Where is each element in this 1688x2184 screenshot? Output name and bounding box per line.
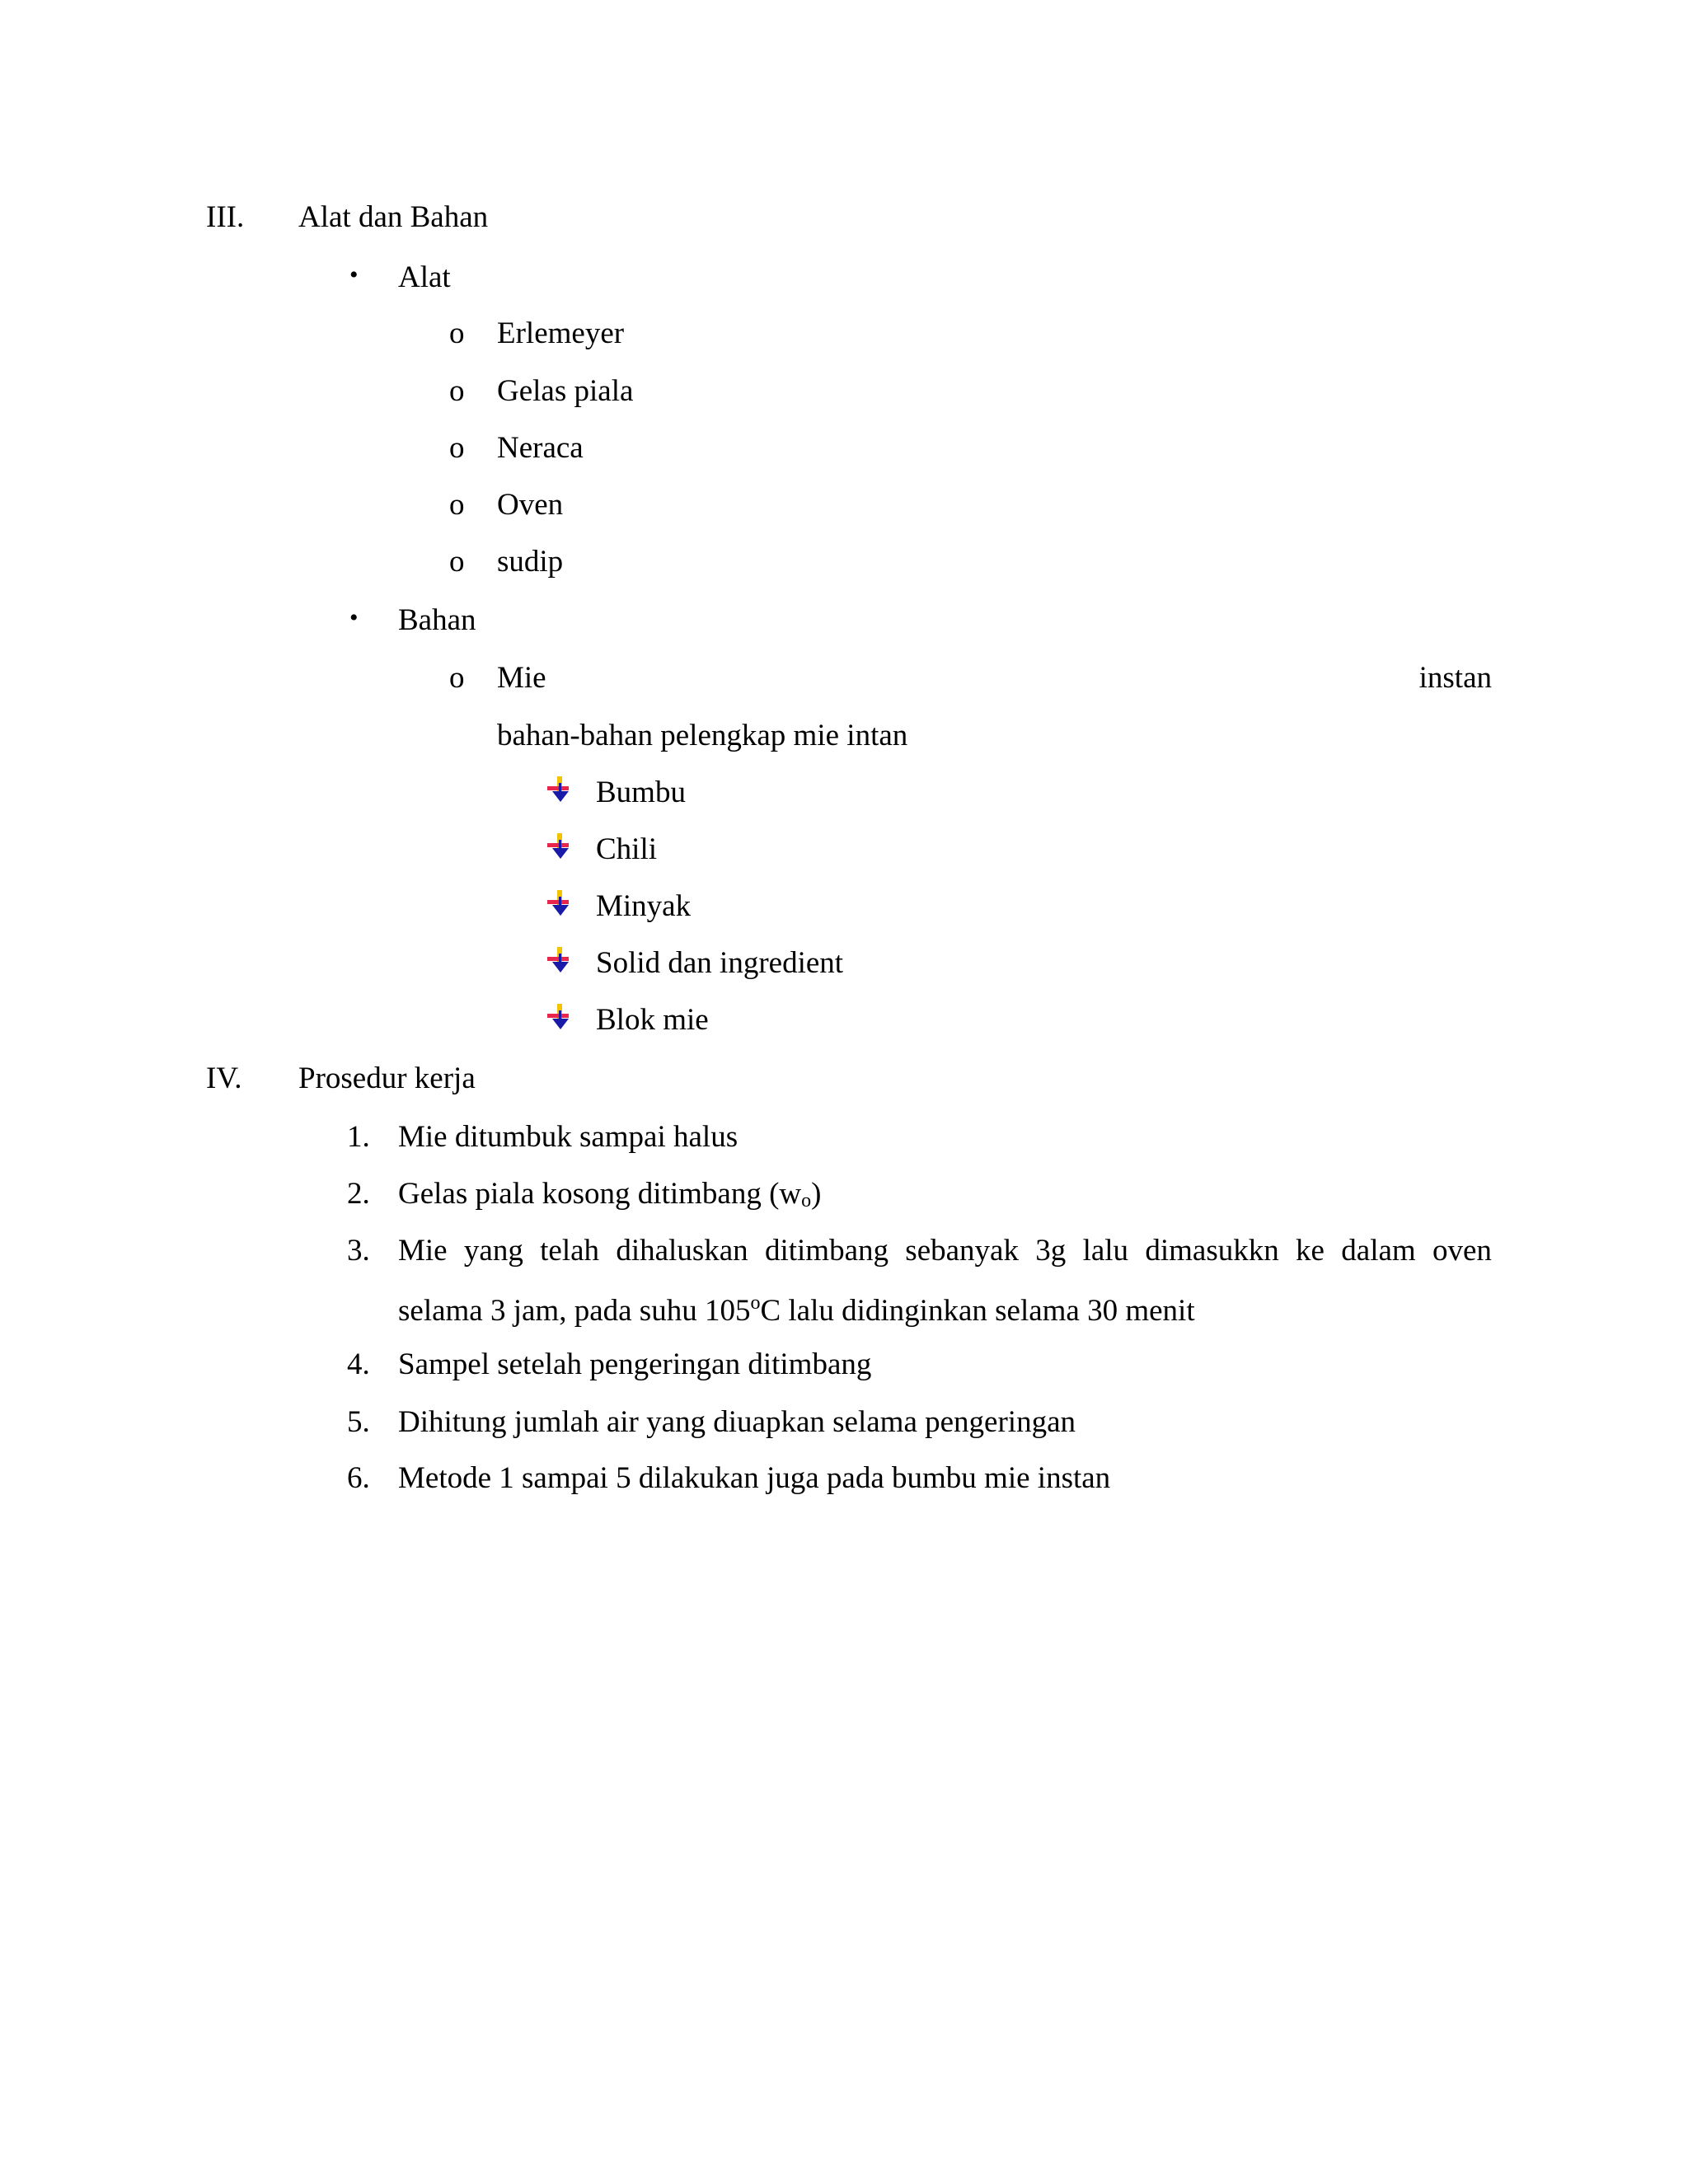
- arrow-bullet-icon: [546, 1002, 575, 1032]
- circle-marker: o: [449, 316, 465, 350]
- word: dihaluskan: [616, 1234, 748, 1268]
- superscript-o: o: [750, 1292, 761, 1314]
- mie-word: Mie: [497, 661, 546, 695]
- step-number: 1.: [347, 1120, 370, 1154]
- alat-label: Alat: [398, 260, 451, 294]
- bullet-marker: •: [349, 261, 359, 288]
- step-number: 2.: [347, 1177, 370, 1211]
- list-item: Minyak: [596, 889, 692, 923]
- word: telah: [540, 1234, 600, 1268]
- instan-word: instan: [1418, 661, 1492, 695]
- step-text-part: selama 3 jam, pada suhu 105: [398, 1294, 751, 1328]
- step-text-justified: [398, 1235, 1492, 1266]
- pelengkap-text: bahan-bahan pelengkap mie intan: [497, 719, 908, 752]
- bahan-label: Bahan: [398, 603, 476, 637]
- word: oven: [1432, 1234, 1492, 1268]
- word: lalu: [1082, 1234, 1129, 1268]
- step-text: [398, 1179, 821, 1211]
- subscript-o: o: [801, 1190, 812, 1212]
- word: dimasukkn: [1145, 1234, 1279, 1268]
- circle-marker: o: [449, 545, 465, 579]
- step-text-part: C lalu didinginkan selama 30 menit: [760, 1294, 1195, 1328]
- mie-instan-line: [497, 663, 1492, 693]
- list-item: Neraca: [497, 431, 584, 465]
- word: sebanyak: [905, 1234, 1019, 1268]
- list-item: Solid dan ingredient: [596, 946, 844, 980]
- step-text: Metode 1 sampai 5 dilakukan juga pada bumbu mie instan: [398, 1461, 1111, 1495]
- arrow-bullet-icon: [546, 888, 575, 918]
- section-title: Alat dan Bahan: [298, 200, 489, 234]
- bullet-marker: •: [349, 604, 359, 631]
- word: Mie: [398, 1234, 448, 1268]
- word: ditimbang: [764, 1234, 889, 1268]
- step-number: 3.: [347, 1234, 370, 1268]
- section-title: Prosedur kerja: [298, 1062, 476, 1095]
- step-text-continued: [398, 1293, 1195, 1326]
- circle-marker: o: [449, 431, 465, 465]
- word: yang: [463, 1234, 523, 1268]
- word: 3g: [1035, 1234, 1067, 1268]
- arrow-bullet-icon: [546, 945, 575, 975]
- word: ke: [1296, 1234, 1325, 1268]
- list-item: Erlemeyer: [497, 316, 625, 350]
- arrow-bullet-icon: [546, 832, 575, 861]
- list-item: Blok mie: [596, 1003, 709, 1037]
- list-item: Chili: [596, 832, 658, 866]
- list-item: Oven: [497, 488, 564, 522]
- step-text: Sampel setelah pengeringan ditimbang: [398, 1347, 872, 1381]
- step-number: 5.: [347, 1405, 370, 1439]
- list-item: sudip: [497, 545, 564, 579]
- section-numeral: III.: [206, 200, 245, 234]
- step-text: Dihitung jumlah air yang diuapkan selama pengeringan: [398, 1405, 1076, 1439]
- step-text-part: Gelas piala kosong ditimbang (w: [398, 1177, 802, 1211]
- step-text-part: ): [811, 1177, 822, 1211]
- step-text: Mie ditumbuk sampai halus: [398, 1120, 738, 1154]
- arrow-bullet-icon: [546, 775, 575, 804]
- circle-marker: o: [449, 661, 465, 695]
- section-numeral: IV.: [206, 1062, 242, 1095]
- step-number: 4.: [347, 1347, 370, 1381]
- list-item: Gelas piala: [497, 374, 634, 408]
- circle-marker: o: [449, 488, 465, 522]
- word: dalam: [1341, 1234, 1416, 1268]
- circle-marker: o: [449, 374, 465, 408]
- list-item: Bumbu: [596, 776, 686, 809]
- step-number: 6.: [347, 1461, 370, 1495]
